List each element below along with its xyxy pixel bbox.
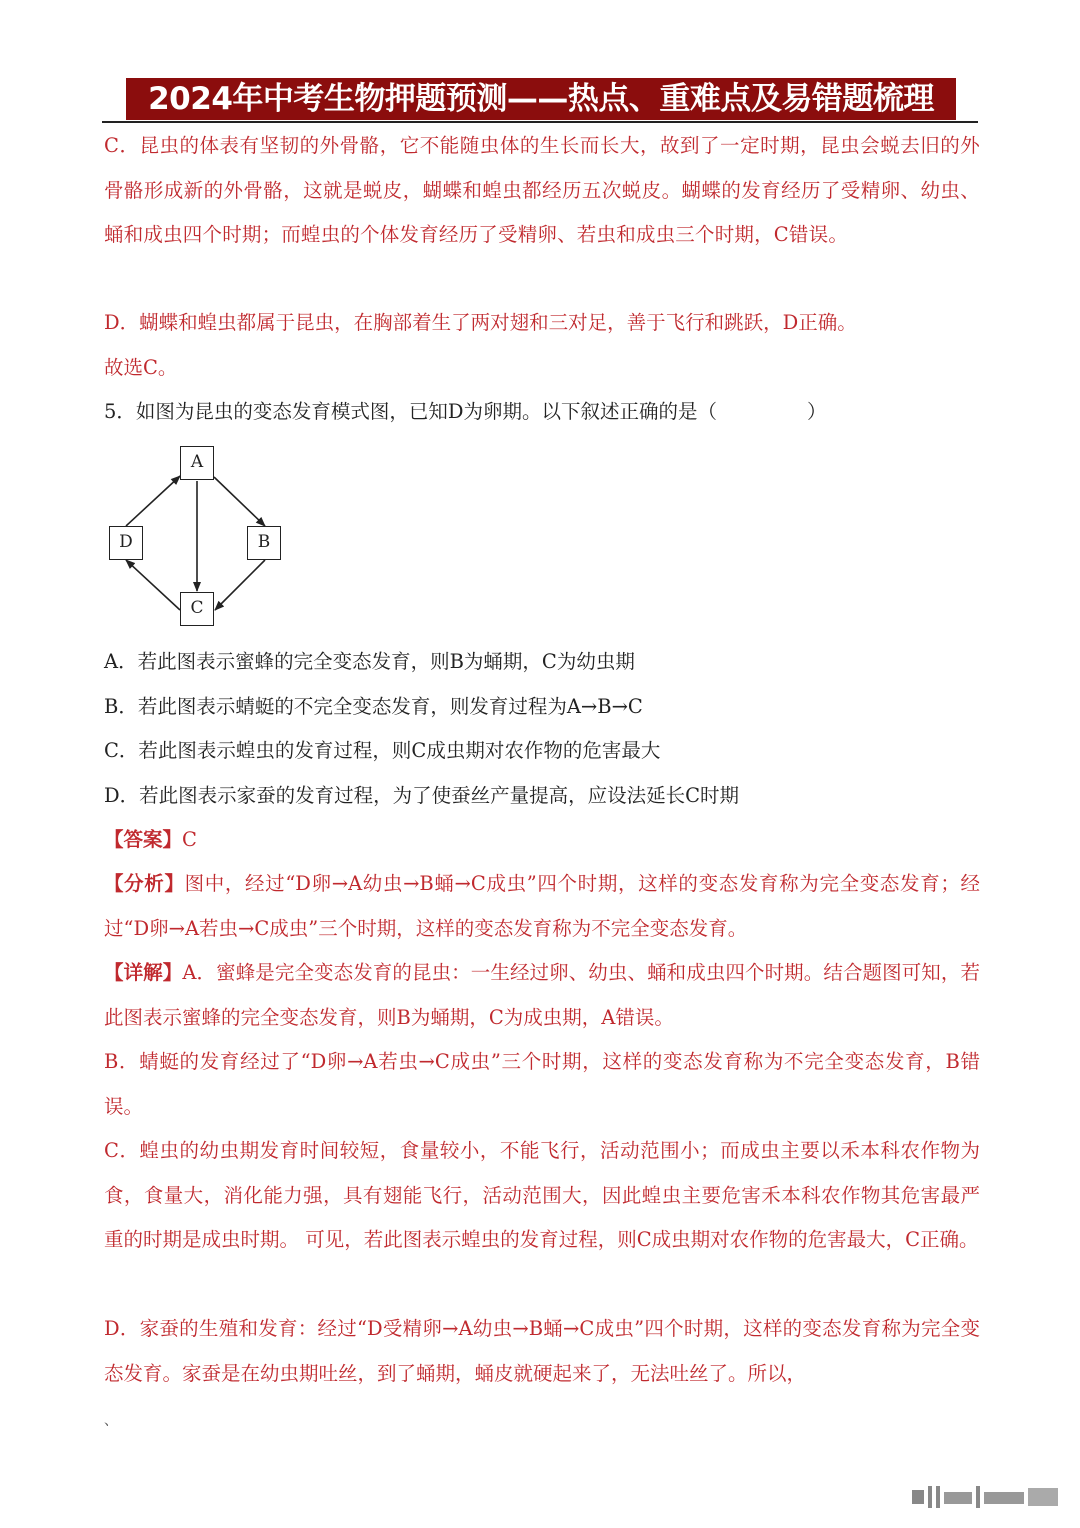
answer-value: C (182, 828, 197, 851)
question-stem-close: ） (807, 400, 827, 423)
detail-tag: 【详解】 (104, 961, 183, 984)
prev-explanation-c: C．昆虫的体表有坚韧的外骨骼，它不能随虫体的生长而长大，故到了一定时期，昆虫会蜕去旧的外骨骼形成新的外骨骼，这就是蜕皮，蝴蝶和蝗虫都经历五次蜕皮。蝴蝶的发育经历了受精卵、幼虫、蛹和成虫四个时期；而蝗虫的个体发育经历了受精卵、若虫和成虫三个时期，C错误。 (104, 134, 980, 246)
node-b: B (247, 526, 281, 560)
node-d: D (109, 526, 143, 560)
option-a: A．若此图表示蜜蜂的完全变态发育，则B为蛹期，C为幼虫期 (104, 650, 635, 673)
option-c: C．若此图表示蝗虫的发育过程，则C成虫期对农作物的危害最大 (104, 739, 661, 762)
answer-line (104, 818, 980, 863)
detail-a-text: A．蜜蜂是完全变态发育的昆虫：一生经过卵、幼虫、蛹和成虫四个时期。结合题图可知，若此图表示蜜蜂的完全变态发育，则B为蛹期，C为成虫期，A错误。 (104, 961, 980, 1029)
arrow-b-to-c (215, 560, 265, 610)
detail-c: C．蝗虫的幼虫期发育时间较短，食量较小，不能飞行，活动范围小；而成虫主要以禾本科农作物为食，食量大，消化能力强，具有翅能飞行，活动范围大，因此蝗虫主要危害禾本科农作物其危害最严重的时期是成虫时期。 可见，若此图表示蝗虫的发育过程，则C成虫期对农作物的危害最大，C正确。 (104, 1139, 980, 1251)
prev-explanation-d: D．蝴蝶和蝗虫都属于昆虫，在胸部着生了两对翅和三对足，善于飞行和跳跃，D正确。 (104, 311, 857, 334)
question-stem (104, 390, 980, 435)
arrow-c-to-d (126, 560, 180, 610)
option-d: D．若此图表示家蚕的发育过程，为了使蚕丝产量提高，应设法延长C时期 (104, 784, 740, 807)
detail-a-paragraph (104, 951, 980, 1040)
detail-d: D．家蚕的生殖和发育：经过“D受精卵→A幼虫→B蛹→C成虫”四个时期，这样的变态发育称为完全变态发育。家蚕是在幼虫期吐丝，到了蛹期，蛹皮就硬起来了，无法吐丝了。所以， (104, 1317, 980, 1385)
arrow-a-to-b (214, 477, 265, 526)
page-title: 2024年中考生物押题预测——热点、重难点及易错题梳理 (126, 78, 956, 120)
footer-mark: 、 (104, 1413, 118, 1429)
question-stem-text: 5．如图为昆虫的变态发育模式图，已知D为卵期。以下叙述正确的是（ (104, 400, 718, 423)
analysis-text: 图中，经过“D卵→A幼虫→B蛹→C成虫”四个时期，这样的变态发育称为完全变态发育；经过“D卵→A若虫→C成虫”三个时期，这样的变态发育称为不完全变态发育。 (104, 872, 980, 940)
node-c: C (180, 592, 214, 626)
arrow-d-to-a (126, 476, 180, 526)
analysis-tag: 【分析】 (104, 872, 185, 895)
watermark-logo-icon (912, 1484, 1062, 1510)
metamorphosis-diagram (100, 440, 300, 640)
node-a: A (180, 446, 214, 480)
analysis-paragraph (104, 862, 980, 951)
detail-b: B．蜻蜓的发育经过了“D卵→A若虫→C成虫”三个时期，这样的变态发育称为不完全变态发育，B错误。 (104, 1050, 980, 1118)
title-divider (102, 121, 978, 123)
option-b: B．若此图表示蜻蜓的不完全变态发育，则发育过程为A→B→C (104, 695, 643, 718)
prev-choice: 故选C。 (104, 356, 178, 379)
answer-tag: 【答案】 (104, 828, 183, 851)
